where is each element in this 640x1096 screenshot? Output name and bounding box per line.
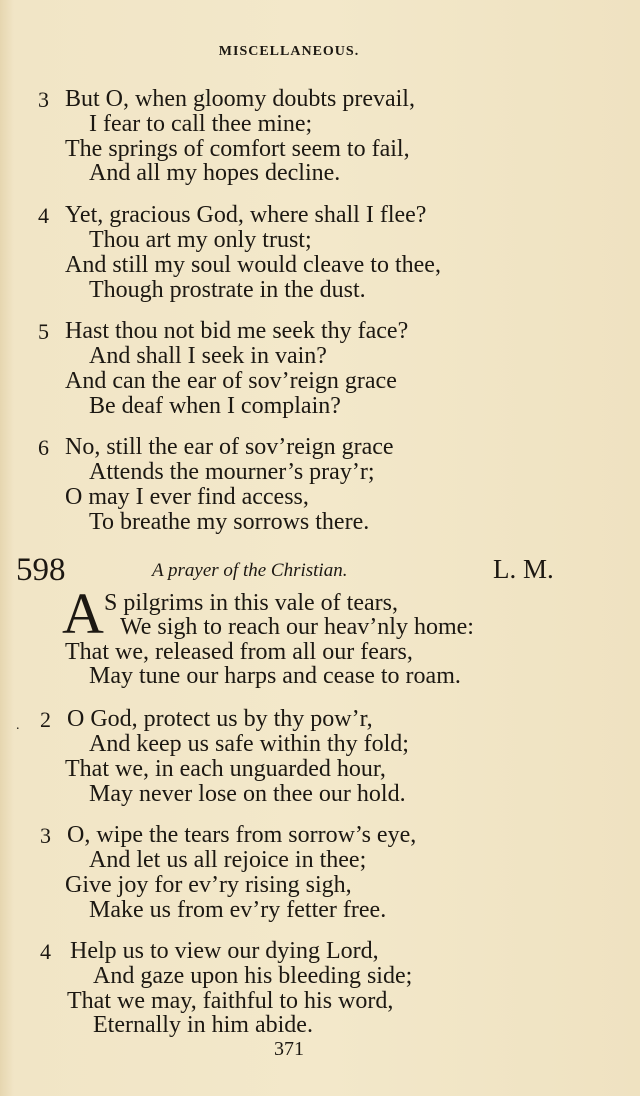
page-number: 371 [274, 1038, 304, 1060]
verse-line: But O, when gloomy doubts prevail, [65, 86, 415, 112]
verse-line: Attends the mourner’s pray’r; [89, 459, 375, 485]
verse-line: And gaze upon his bleeding side; [93, 963, 413, 989]
stanza-number: 4 [40, 939, 51, 964]
verse-line: Make us from ev’ry fetter free. [89, 897, 387, 923]
verse-line: Though prostrate in the dust. [89, 277, 366, 303]
verse-line: That we, in each unguarded hour, [65, 756, 386, 782]
verse-line: And can the ear of sov’reign grace [65, 368, 397, 394]
verse-line: S pilgrims in this vale of tears, [104, 590, 398, 616]
verse-line: And shall I seek in vain? [89, 343, 327, 369]
hymn-meter: L. M. [493, 554, 554, 584]
verse-line: Be deaf when I complain? [89, 393, 341, 419]
verse-line: The springs of comfort seem to fail, [65, 136, 410, 162]
hymn-number: 598 [16, 552, 66, 588]
stanza-number: 3 [40, 823, 51, 848]
drop-cap: A [62, 581, 104, 646]
verse-line: Give joy for ev’ry rising sigh, [65, 872, 352, 898]
verse-line: O, wipe the tears from sorrow’s eye, [67, 822, 417, 848]
verse-line: O may I ever find access, [65, 484, 309, 510]
verse-line: That we may, faithful to his word, [67, 988, 394, 1014]
stanza-number: 4 [38, 203, 49, 228]
verse-line: Hast thou not bid me seek thy face? [65, 318, 409, 344]
running-header: MISCELLANEOUS. [218, 44, 360, 59]
verse-line: May never lose on thee our hold. [89, 781, 406, 807]
verse-line: And let us all rejoice in thee; [89, 847, 367, 873]
verse-line: Help us to view our dying Lord, [70, 938, 379, 964]
stanza-number: 5 [38, 319, 49, 344]
stanza-number: 6 [38, 435, 49, 460]
verse-line: And still my soul would cleave to thee, [65, 252, 441, 278]
stanza-number: 2 [40, 707, 51, 732]
verse-line: Yet, gracious God, where shall I flee? [65, 202, 427, 228]
verse-line: May tune our harps and cease to roam. [89, 663, 461, 689]
verse-line: To breathe my sorrows there. [89, 509, 370, 535]
verse-line: And all my hopes decline. [89, 160, 341, 186]
verse-line: We sigh to reach our heav’nly home: [120, 614, 474, 640]
verse-line: I fear to call thee mine; [89, 111, 313, 137]
verse-line: And keep us safe within thy fold; [89, 731, 409, 757]
verse-line: O God, protect us by thy pow’r, [67, 706, 373, 732]
verse-line: That we, released from all our fears, [65, 639, 413, 665]
margin-mark: . [16, 718, 20, 733]
hymn-title: A prayer of the Christian. [152, 560, 348, 581]
stanza-number: 3 [38, 87, 49, 112]
verse-line: Eternally in him abide. [93, 1012, 313, 1038]
verse-line: Thou art my only trust; [89, 227, 312, 253]
verse-line: No, still the ear of sov’reign grace [65, 434, 394, 460]
